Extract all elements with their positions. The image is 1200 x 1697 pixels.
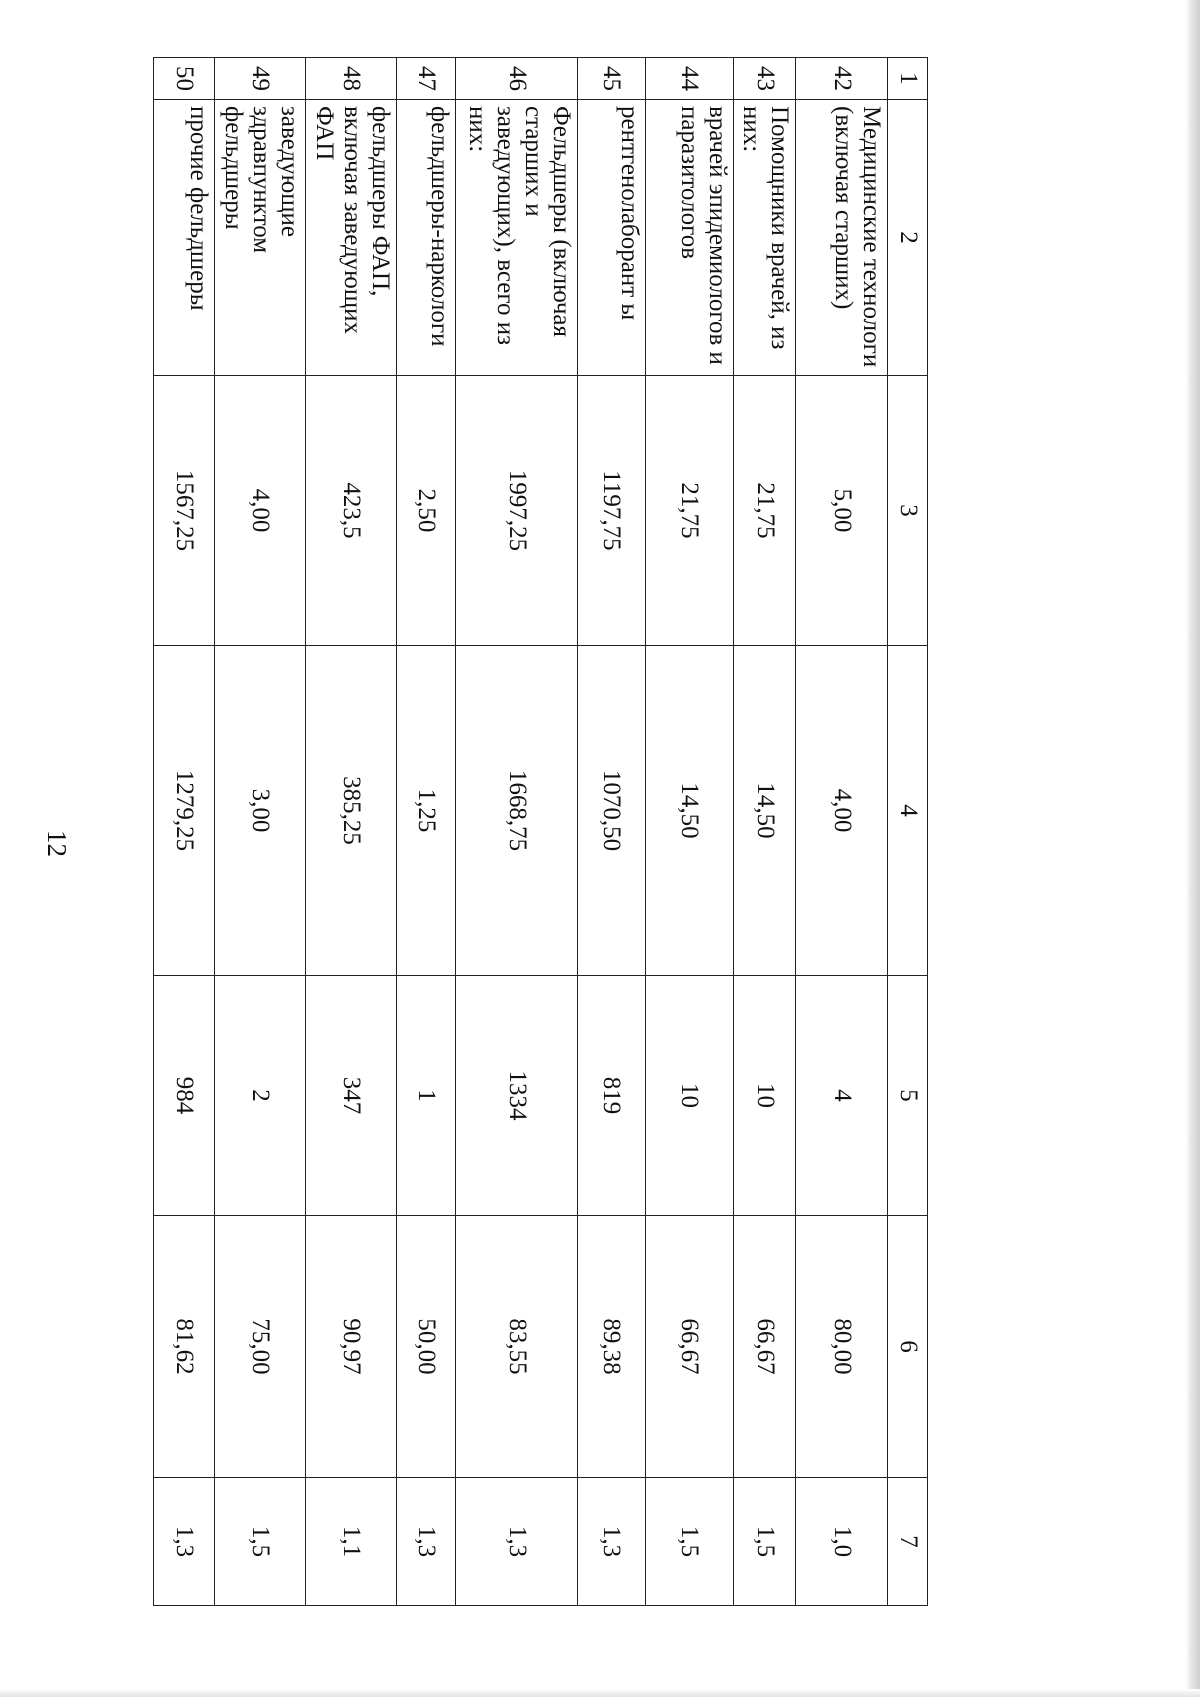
cell-col4: 385,25 bbox=[306, 646, 397, 976]
table-row bbox=[734, 58, 796, 1606]
cell-col6: 50,00 bbox=[396, 1216, 455, 1478]
cell-col6: 66,67 bbox=[734, 1216, 796, 1478]
table-row bbox=[154, 58, 215, 1606]
cell-col7: 1,0 bbox=[796, 1478, 888, 1606]
row-number: 46 bbox=[455, 58, 577, 100]
row-name: Фельдшеры (включая старших и заведующих), всего из них: bbox=[455, 100, 577, 376]
cell-col7: 1,3 bbox=[578, 1478, 645, 1606]
cell-col7: 1,3 bbox=[154, 1478, 215, 1606]
cell-col5: 1 bbox=[396, 976, 455, 1216]
table-header-row bbox=[888, 58, 928, 1606]
header-cell: 7 bbox=[888, 1478, 928, 1606]
table-row bbox=[306, 58, 397, 1606]
cell-col5: 819 bbox=[578, 976, 645, 1216]
row-name: Помощники врачей, из них: bbox=[734, 100, 796, 376]
row-number: 45 bbox=[578, 58, 645, 100]
row-number: 47 bbox=[396, 58, 455, 100]
row-name: фельдшеры-наркологи bbox=[396, 100, 455, 376]
cell-col7: 1,3 bbox=[396, 1478, 455, 1606]
cell-col7: 1,1 bbox=[306, 1478, 397, 1606]
cell-col5: 2 bbox=[215, 976, 306, 1216]
cell-col3: 2,50 bbox=[396, 376, 455, 646]
cell-col3: 5,00 bbox=[796, 376, 888, 646]
table-row bbox=[645, 58, 734, 1606]
cell-col4: 3,00 bbox=[215, 646, 306, 976]
cell-col4: 1668,75 bbox=[455, 646, 577, 976]
row-number: 43 bbox=[734, 58, 796, 100]
cell-col4: 1279,25 bbox=[154, 646, 215, 976]
table-row bbox=[215, 58, 306, 1606]
header-cell: 1 bbox=[888, 58, 928, 100]
row-number: 48 bbox=[306, 58, 397, 100]
cell-col3: 1197,75 bbox=[578, 376, 645, 646]
table-row bbox=[796, 58, 888, 1606]
cell-col5: 984 bbox=[154, 976, 215, 1216]
cell-col5: 4 bbox=[796, 976, 888, 1216]
cell-col4: 1070,50 bbox=[578, 646, 645, 976]
header-cell: 4 bbox=[888, 646, 928, 976]
row-name: фельдшеры ФАП, включая заведующих ФАП bbox=[306, 100, 397, 376]
header-cell: 6 bbox=[888, 1216, 928, 1478]
header-cell: 5 bbox=[888, 976, 928, 1216]
data-table-container bbox=[153, 57, 928, 1605]
cell-col3: 1997,25 bbox=[455, 376, 577, 646]
cell-col5: 347 bbox=[306, 976, 397, 1216]
cell-col4: 14,50 bbox=[645, 646, 734, 976]
table-row bbox=[455, 58, 577, 1606]
cell-col6: 75,00 bbox=[215, 1216, 306, 1478]
cell-col4: 1,25 bbox=[396, 646, 455, 976]
cell-col6: 90,97 bbox=[306, 1216, 397, 1478]
cell-col3: 423,5 bbox=[306, 376, 397, 646]
scan-page-bottom bbox=[0, 1689, 1200, 1697]
cell-col7: 1,5 bbox=[734, 1478, 796, 1606]
table-row bbox=[578, 58, 645, 1606]
page-number: 12 bbox=[42, 830, 72, 857]
cell-col3: 1567,25 bbox=[154, 376, 215, 646]
row-number: 42 bbox=[796, 58, 888, 100]
row-number: 49 bbox=[215, 58, 306, 100]
staffing-table bbox=[153, 57, 928, 1606]
row-number: 50 bbox=[154, 58, 215, 100]
row-name: заведующие здравпунктом фельдшеры bbox=[215, 100, 306, 376]
cell-col4: 14,50 bbox=[734, 646, 796, 976]
table-row bbox=[396, 58, 455, 1606]
row-name: врачей эпидемиологов и паразитологов bbox=[645, 100, 734, 376]
row-name: рентгенолаборант ы bbox=[578, 100, 645, 376]
cell-col6: 81,62 bbox=[154, 1216, 215, 1478]
cell-col3: 21,75 bbox=[734, 376, 796, 646]
row-number: 44 bbox=[645, 58, 734, 100]
cell-col7: 1,5 bbox=[215, 1478, 306, 1606]
cell-col6: 80,00 bbox=[796, 1216, 888, 1478]
header-cell: 3 bbox=[888, 376, 928, 646]
cell-col6: 83,55 bbox=[455, 1216, 577, 1478]
header-cell: 2 bbox=[888, 100, 928, 376]
cell-col5: 10 bbox=[645, 976, 734, 1216]
cell-col5: 1334 bbox=[455, 976, 577, 1216]
cell-col3: 4,00 bbox=[215, 376, 306, 646]
cell-col7: 1,5 bbox=[645, 1478, 734, 1606]
cell-col5: 10 bbox=[734, 976, 796, 1216]
cell-col6: 66,67 bbox=[645, 1216, 734, 1478]
row-name: прочие фельдшеры bbox=[154, 100, 215, 376]
row-name: Медицинские технологи (включая старших) bbox=[796, 100, 888, 376]
cell-col7: 1,3 bbox=[455, 1478, 577, 1606]
scan-page-edge bbox=[1186, 0, 1200, 1697]
cell-col6: 89,38 bbox=[578, 1216, 645, 1478]
cell-col3: 21,75 bbox=[645, 376, 734, 646]
cell-col4: 4,00 bbox=[796, 646, 888, 976]
